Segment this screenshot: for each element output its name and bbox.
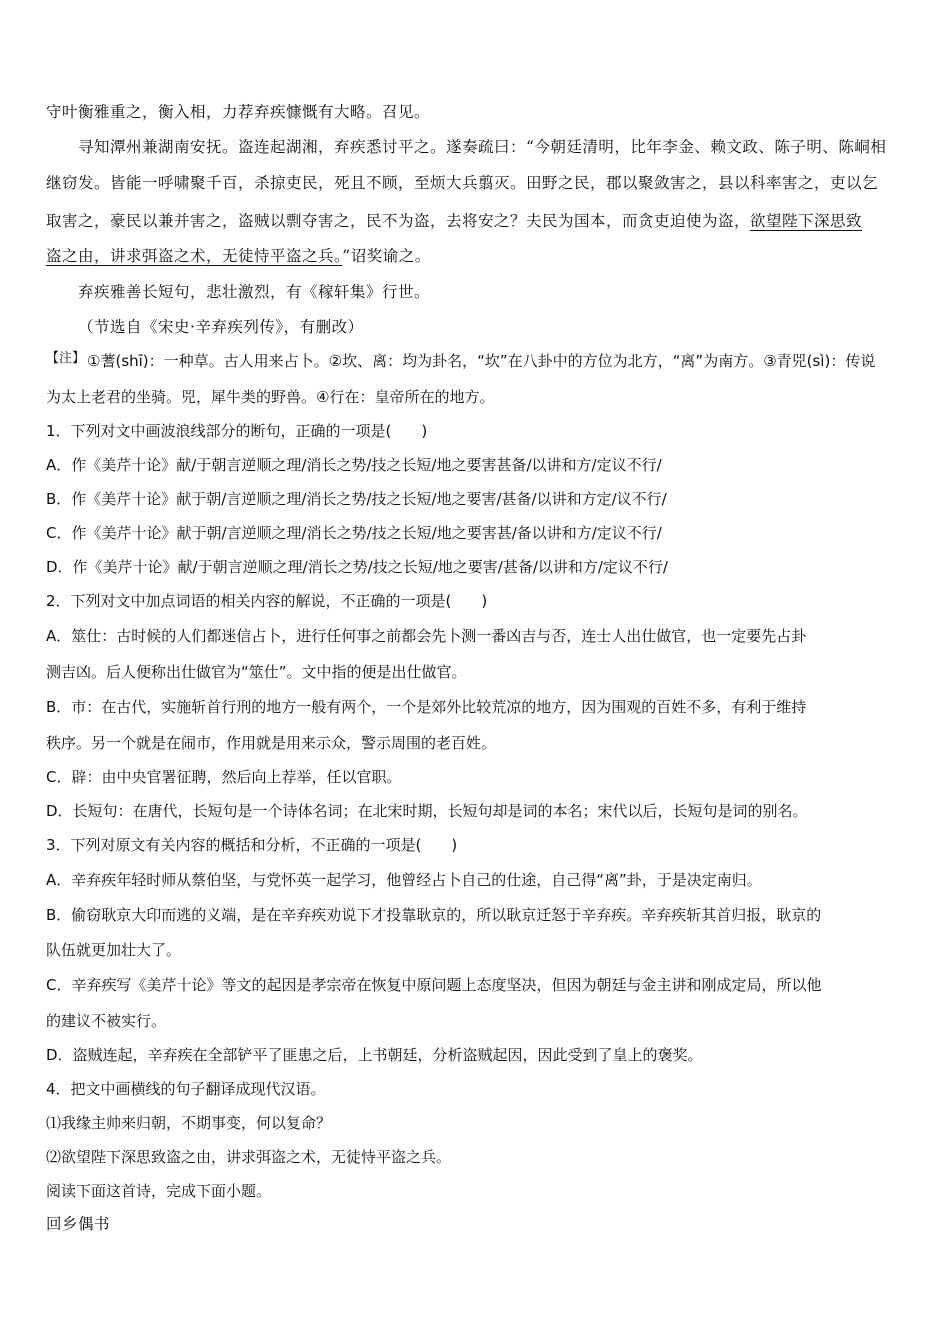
notes-line-1 xyxy=(46,351,906,373)
reading-instruction: 阅读下面这首诗，完成下面小题。 xyxy=(46,1182,272,1200)
question-3-option-b-line-2: 队伍就更加壮大了。 xyxy=(46,941,182,959)
question-2-option-b-line-1: B．市：在古代，实施斩首行刑的地方一般有两个，一个是郊外比较荒凉的地方，因为围观的百姓不多，有利于维持 xyxy=(46,698,807,716)
underlined-sentence-part-2: 盗之由，讲求弭盗之术，无徒恃平盗之兵。 xyxy=(46,247,343,265)
question-3-option-d: D．盗贼连起，辛弃疾在全部铲平了匪患之后，上书朝廷，分析盗贼起因，因此受到了皇上的褒奖。 xyxy=(46,1046,703,1064)
question-1-option-c: C．作《美芹十论》献于朝/言逆顺之理/消长之势/技之长短/地之要害甚/备以讲和方/定议不行/ xyxy=(46,524,662,542)
underlined-sentence-part-1: 欲望陛下深思致 xyxy=(750,212,863,230)
notes-line-2: 为太上老君的坐骑。兕，犀牛类的野兽。④行在：皇帝所在的地方。 xyxy=(46,388,495,406)
question-4-item-1: ⑴我缘主帅来归朝，不期事变，何以复命？ xyxy=(46,1114,332,1132)
passage-text: ”诏奖谕之。 xyxy=(342,247,431,265)
passage-source: （节选自《宋史·辛弃疾列传》，有删改） xyxy=(78,318,364,336)
passage-paragraph-2-line-1: 寻知潭州兼湖南安抚。盗连起湖湘，弃疾悉讨平之。遂奏疏曰：“今朝廷清明，比年李金、赖文政、陈子明、陈峒相 xyxy=(78,138,887,156)
question-1-option-b: B．作《美芹十论》献于朝/言逆顺之理/消长之势/技之长短/地之要害/甚备/以讲和方定/议不行/ xyxy=(46,490,667,508)
question-1: 1．下列对文中画波浪线部分的断句，正确的一项是( ) xyxy=(46,422,428,440)
question-2-option-a-line-1: A．筮仕：古时候的人们都迷信占卜，进行任何事之前都会先卜测一番凶吉与否，连士人出仕做官，也一定要先占卦 xyxy=(46,627,807,645)
notes-mark: 【注】 xyxy=(46,351,86,366)
passage-paragraph-1: 守叶衡雅重之，衡入相，力荐弃疾慷慨有大略。召见。 xyxy=(46,103,431,121)
passage-paragraph-2-line-3 xyxy=(46,211,906,231)
question-3-option-c-line-1: C．辛弃疾写《美芹十论》等文的起因是孝宗帝在恢复中原问题上态度坚决，但因为朝廷与金主讲和刚成定局，所以他 xyxy=(46,976,822,994)
passage-text: 取害之，豪民以兼并害之，盗贼以剽夺害之，民不为盗，去将安之？夫民为国本，而贪吏迫使为盗， xyxy=(46,212,751,230)
passage-paragraph-2-line-2: 继窃发。皆能一呼啸聚千百，杀掠吏民，死且不顾，至烦大兵翦灭。田野之民，郡以聚敛害之，县以科率害之，吏以乞 xyxy=(46,174,879,192)
question-2-option-b-line-2: 秩序。另一个就是在闹市，作用就是用来示众，警示周围的老百姓。 xyxy=(46,734,497,752)
question-2-option-c: C．辟：由中央官署征聘，然后向上荐举，任以官职。 xyxy=(46,768,402,786)
poem-title: 回乡偶书 xyxy=(46,1215,111,1233)
passage-paragraph-3: 弃疾雅善长短句，悲壮激烈，有《稼轩集》行世。 xyxy=(78,283,431,301)
passage-paragraph-2-line-4 xyxy=(46,246,906,266)
question-3-option-c-line-2: 的建议不被实行。 xyxy=(46,1012,167,1030)
question-2-option-d: D．长短句：在唐代，长短句是一个诗体名词；在北宋时期，长短句却是词的本名；宋代以后，长短句是词的别名。 xyxy=(46,802,808,820)
question-1-option-a: A．作《美芹十论》献/于朝言逆顺之理/消长之势/技之长短/地之要害甚备/以讲和方/定议不行/ xyxy=(46,456,662,474)
question-1-option-d: D．作《美芹十论》献/于朝言逆顺之理/消长之势/技之长短/地之要害/甚备/以讲和方/定议不行/ xyxy=(46,558,668,576)
question-3-option-a: A．辛弃疾年轻时师从蔡伯坚，与党怀英一起学习，他曾经占卜自己的仕途，自己得“离”卦，于是决定南归。 xyxy=(46,871,762,889)
question-3-option-b-line-1: B．偷窃耿京大印而逃的义端，是在辛弃疾劝说下才投靠耿京的，所以耿京迁怒于辛弃疾。辛弃疾斩其首归报，耿京的 xyxy=(46,906,822,924)
question-2-option-a-line-2: 测吉凶。后人便称出仕做官为“筮仕”。文中指的便是出仕做官。 xyxy=(46,663,467,681)
notes-text: ①蓍(shī)：一种草。古人用来占卜。②坎、离：均为卦名，“坎”在八卦中的方位为北方，“离”为南方。③青兕(sì)：传说 xyxy=(87,352,876,370)
question-2: 2．下列对文中加点词语的相关内容的解说，不正确的一项是( ) xyxy=(46,592,488,610)
question-4: 4．把文中画横线的句子翻译成现代汉语。 xyxy=(46,1080,326,1098)
question-4-item-2: ⑵欲望陛下深思致盗之由，讲求弭盗之术，无徒恃平盗之兵。 xyxy=(46,1148,452,1166)
question-3: 3．下列对原文有关内容的概括和分析，不正确的一项是( ) xyxy=(46,836,458,854)
